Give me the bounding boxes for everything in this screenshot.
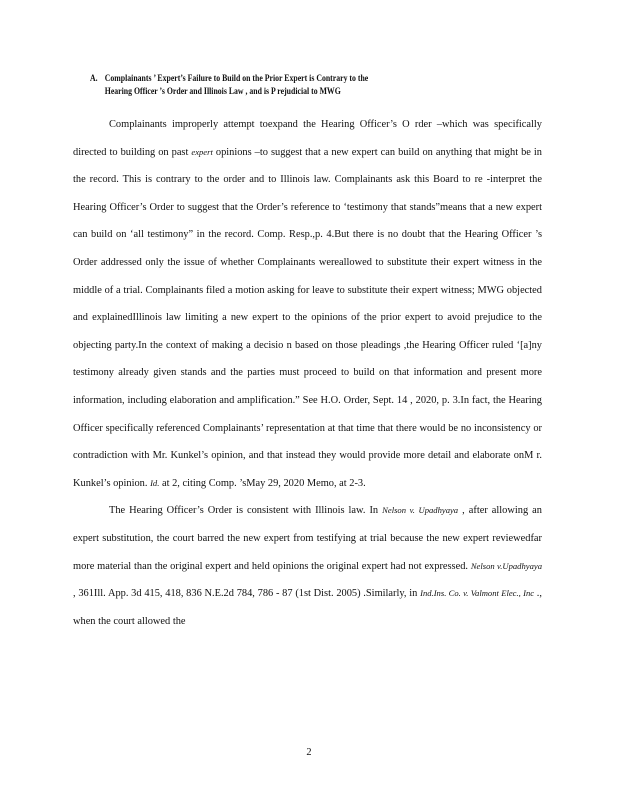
section-label: A. [90,74,98,84]
section-heading [90,73,459,99]
paragraph-2 [73,497,542,635]
paragraph-1-text-c: at 2, citing Comp. ’sMay 29, 2020 Memo, at 2-3. [159,477,366,489]
paragraph-2-text-d: ., when the court allowed the [73,588,543,627]
paragraph-2-text-a: The Hearing Officer’s Order is consistent with Illinois law. In [109,505,383,517]
paragraph-2-text-c: , 361Ill. App. 3d 415, 418, 836 N.E.2d 784, 786 - 87 (1st Dist. 2005) .Similarly, in [73,588,421,600]
paragraph-1-text-b: opinions –to suggest that a new expert can build on anything that might be in the record. This is contrary to the order and to Illinois law. Complainants ask this Board to re -interpret the Hearing Officer’s Order to suggest that the Order’s reference to ‘testimony that stands”means that a new expert can build on ‘all testimony” in the record. Comp. Resp.,p. 4.But there is no doubt that the Hearing Officer ’s Order addressed only the issue of whether Complainants wereallowed to substitute their expert witness in the middle of a trial. Complainants filed a motion asking for leave to substitute their expert witness; MWG objected and explainedIllinois law limiting a new expert to the opinions of the prior expert to avoid prejudice to the objecting party.In the context of making a decisio n based on those pleadings ,the Hearing Officer ruled ‘[a]ny testimony already given stands and the parties must proceed to build on that information and present more information, including elaboration and amplification.” See H.O. Order, Sept. 14 , 2020, p. 3.In fact, the Hearing Officer specifically referenced Complainants’ representation at that time that there would be no inconsistency or contradiction with Mr. Kunkel’s opinion, and that instead they would provide more detail and elaborate onM r. Kunkel’s opinion. [73,146,543,489]
paragraph-1-text-a: Complainants improperly attempt toexpand the Hearing Officer’s O rder –which was specifically directed to building on past [73,119,542,158]
paragraph-1-citation-a: expert [191,146,213,157]
paragraph-2-citation-b: Nelson v.Upadhyaya [470,560,542,571]
page-number: 2 [306,747,312,758]
section-heading-line-2: Hearing Officer ’s Order and Illinois Law , and is P rejudicial to MWG [104,87,341,97]
paragraph-1-citation-b: Id. [150,477,160,488]
paragraph-2-text-b: , after allowing an expert substitution, the court barred the new expert from testifying at trial because the new expert reviewedfar more material than the original expert and held opinions the original expert had not expressed. [73,505,542,572]
paragraph-2-citation-a: Nelson v. Upadhyaya [382,505,459,516]
body-text [73,111,542,635]
section-heading-text-1: Complainants ’ Expert’s Failure to Build on the Prior Expert is Contrary to the [104,74,369,84]
paragraph-1 [73,111,542,497]
section-heading-line-1 [90,73,459,86]
paragraph-2-citation-c: Ind.Ins. Co. v. Valmont Elec., Inc [420,588,535,599]
